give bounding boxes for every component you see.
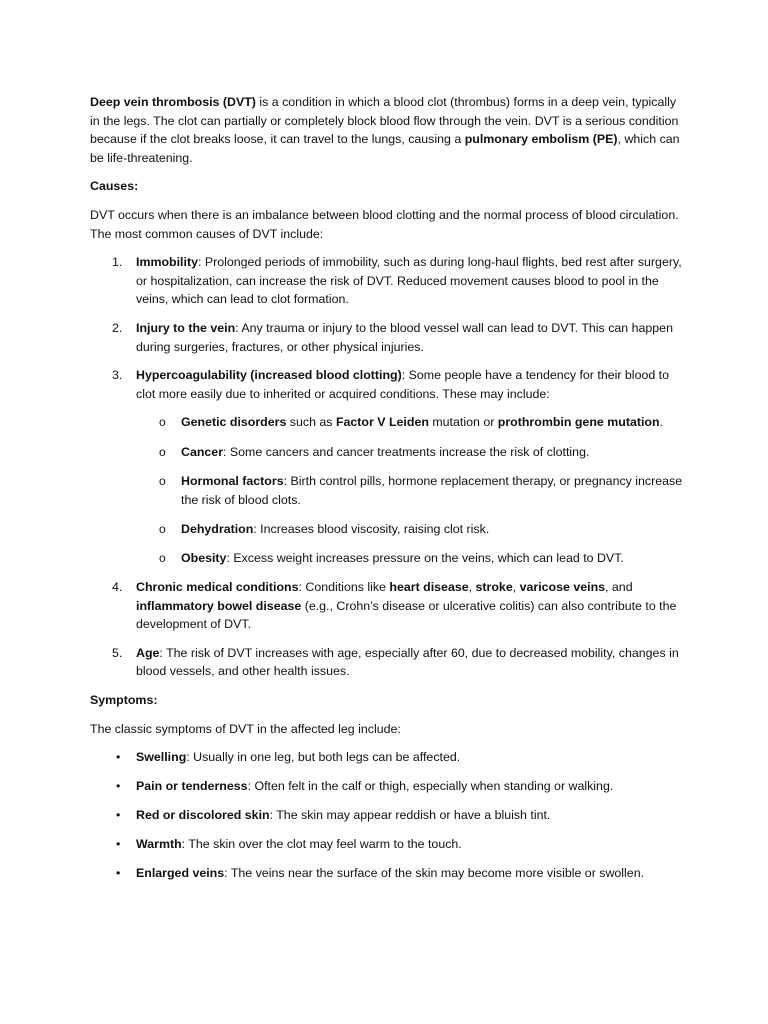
- separator-text: , and: [605, 580, 633, 595]
- document-body: [90, 93, 684, 893]
- sub-text: .: [659, 415, 663, 430]
- circle-bullet-icon: o: [159, 444, 166, 459]
- sub-term: Obesity: [181, 551, 227, 566]
- bullet-icon: •: [116, 779, 121, 794]
- sub-term: Dehydration: [181, 522, 254, 537]
- sub-text: : Some cancers and cancer treatments increase the risk of clotting.: [223, 444, 590, 459]
- pe-term: pulmonary embolism (PE): [464, 132, 618, 147]
- sub-term-prothrombin: prothrombin gene mutation: [497, 415, 660, 430]
- symptom-text: : The veins near the surface of the skin may become more visible or swollen.: [224, 866, 645, 881]
- intro-text-end: , which can be life-threatening.: [90, 132, 680, 165]
- circle-bullet-icon: o: [159, 551, 166, 566]
- circle-bullet-icon: o: [159, 522, 166, 537]
- cause-term: Hypercoagulability (increased blood clotting): [136, 368, 402, 383]
- cause-term: Immobility: [136, 255, 198, 270]
- circle-bullet-icon: o: [159, 474, 166, 489]
- cause-text: : The risk of DVT increases with age, especially after 60, due to decreased mobility, changes in blood vessels, and other health issues.: [136, 645, 679, 679]
- hypercoagulability-sublist: [136, 413, 684, 568]
- causes-list: [90, 253, 684, 681]
- cause-text: : Conditions like: [298, 580, 390, 595]
- symptom-item-skin: [90, 806, 684, 825]
- symptom-text: : The skin over the clot may feel warm to the touch.: [181, 837, 462, 852]
- symptoms-intro: The classic symptoms of DVT in the affected leg include:: [90, 721, 401, 736]
- intro-text: is a condition in which a blood clot (thrombus) forms in a deep vein, typically in the legs. The clot can partially or completely block blood flow through the vein. DVT is a serious condition because if the clot breaks loose, it can travel to the lungs, causing a: [90, 95, 679, 147]
- bullet-icon: •: [116, 750, 121, 765]
- bullet-icon: •: [116, 866, 121, 881]
- symptom-term: Swelling: [136, 750, 187, 765]
- sub-text: : Excess weight increases pressure on the veins, which can lead to DVT.: [226, 551, 624, 566]
- list-number: 2.: [112, 320, 123, 335]
- sub-item-obesity: [136, 549, 684, 568]
- list-number: 1.: [112, 255, 123, 270]
- sub-term: Hormonal factors: [181, 474, 284, 489]
- symptom-item-pain: [90, 777, 684, 796]
- symptom-text: : The skin may appear reddish or have a bluish tint.: [269, 808, 551, 823]
- intro-paragraph: [90, 93, 684, 167]
- sub-term: Cancer: [181, 444, 224, 459]
- sub-text: : Birth control pills, hormone replacement therapy, or pregnancy increase the risk of blood clots.: [181, 474, 683, 507]
- bullet-icon: •: [116, 808, 121, 823]
- sub-term: Genetic disorders: [181, 415, 287, 430]
- sub-text: mutation or: [428, 415, 498, 430]
- dvt-term: Deep vein thrombosis (DVT): [90, 95, 256, 109]
- symptom-item-warmth: [90, 835, 684, 854]
- condition-varicose-veins: varicose veins: [519, 580, 606, 595]
- causes-heading: Causes:: [90, 179, 139, 194]
- sub-item-cancer: [136, 443, 684, 462]
- cause-text: : Any trauma or injury to the blood vessel wall can lead to DVT. This can happen during surgeries, fractures, or other physical injuries.: [136, 320, 673, 354]
- symptom-item-veins: [90, 864, 684, 883]
- list-number: 5.: [112, 645, 123, 660]
- list-number: 4.: [112, 580, 123, 595]
- cause-item-immobility: [90, 253, 684, 309]
- symptom-term: Enlarged veins: [136, 866, 225, 881]
- symptoms-list: [90, 748, 684, 883]
- cause-text: : Prolonged periods of immobility, such as during long-haul flights, bed rest after surgery, or hospitalization, can increase the risk of DVT. Reduced movement causes blood to pool in the veins, which can lead to clot formation.: [136, 255, 682, 307]
- cause-item-injury: [90, 319, 684, 356]
- cause-item-age: [90, 644, 684, 681]
- cause-text: (e.g., Crohn’s disease or ulcerative colitis) can also contribute to the development of DVT.: [136, 598, 677, 632]
- separator-text: ,: [512, 580, 520, 595]
- symptom-term: Red or discolored skin: [136, 808, 270, 823]
- symptoms-heading: Symptoms:: [90, 693, 158, 708]
- condition-heart-disease: heart disease: [389, 580, 469, 595]
- cause-text: : Some people have a tendency for their blood to clot more easily due to inherited or acquired conditions. These may include:: [136, 368, 670, 401]
- condition-ibd: inflammatory bowel disease: [136, 598, 302, 613]
- separator-text: ,: [468, 580, 476, 595]
- symptom-term: Pain or tenderness: [136, 779, 248, 794]
- sub-term-factor-v: Factor V Leiden: [335, 415, 429, 430]
- bullet-icon: •: [116, 837, 121, 852]
- sub-text: : Increases blood viscosity, raising clot risk.: [253, 522, 490, 537]
- list-number: 3.: [112, 368, 123, 383]
- cause-item-hypercoagulability: [90, 366, 684, 568]
- sub-item-hormonal: [136, 472, 684, 509]
- condition-stroke: stroke: [475, 580, 513, 595]
- cause-term: Age: [136, 645, 160, 660]
- symptom-item-swelling: [90, 748, 684, 767]
- cause-term: Chronic medical conditions: [136, 580, 299, 595]
- circle-bullet-icon: o: [159, 415, 166, 430]
- symptom-term: Warmth: [136, 837, 182, 852]
- causes-intro: DVT occurs when there is an imbalance between blood clotting and the normal process of blood circulation. The most common causes of DVT include:: [90, 207, 679, 241]
- cause-item-chronic: [90, 578, 684, 634]
- sub-item-genetic: [136, 413, 684, 432]
- sub-item-dehydration: [136, 520, 684, 539]
- symptom-text: : Usually in one leg, but both legs can be affected.: [186, 750, 461, 765]
- symptom-text: : Often felt in the calf or thigh, especially when standing or walking.: [247, 779, 614, 794]
- cause-term: Injury to the vein: [136, 320, 236, 335]
- sub-text: such as: [286, 415, 336, 430]
